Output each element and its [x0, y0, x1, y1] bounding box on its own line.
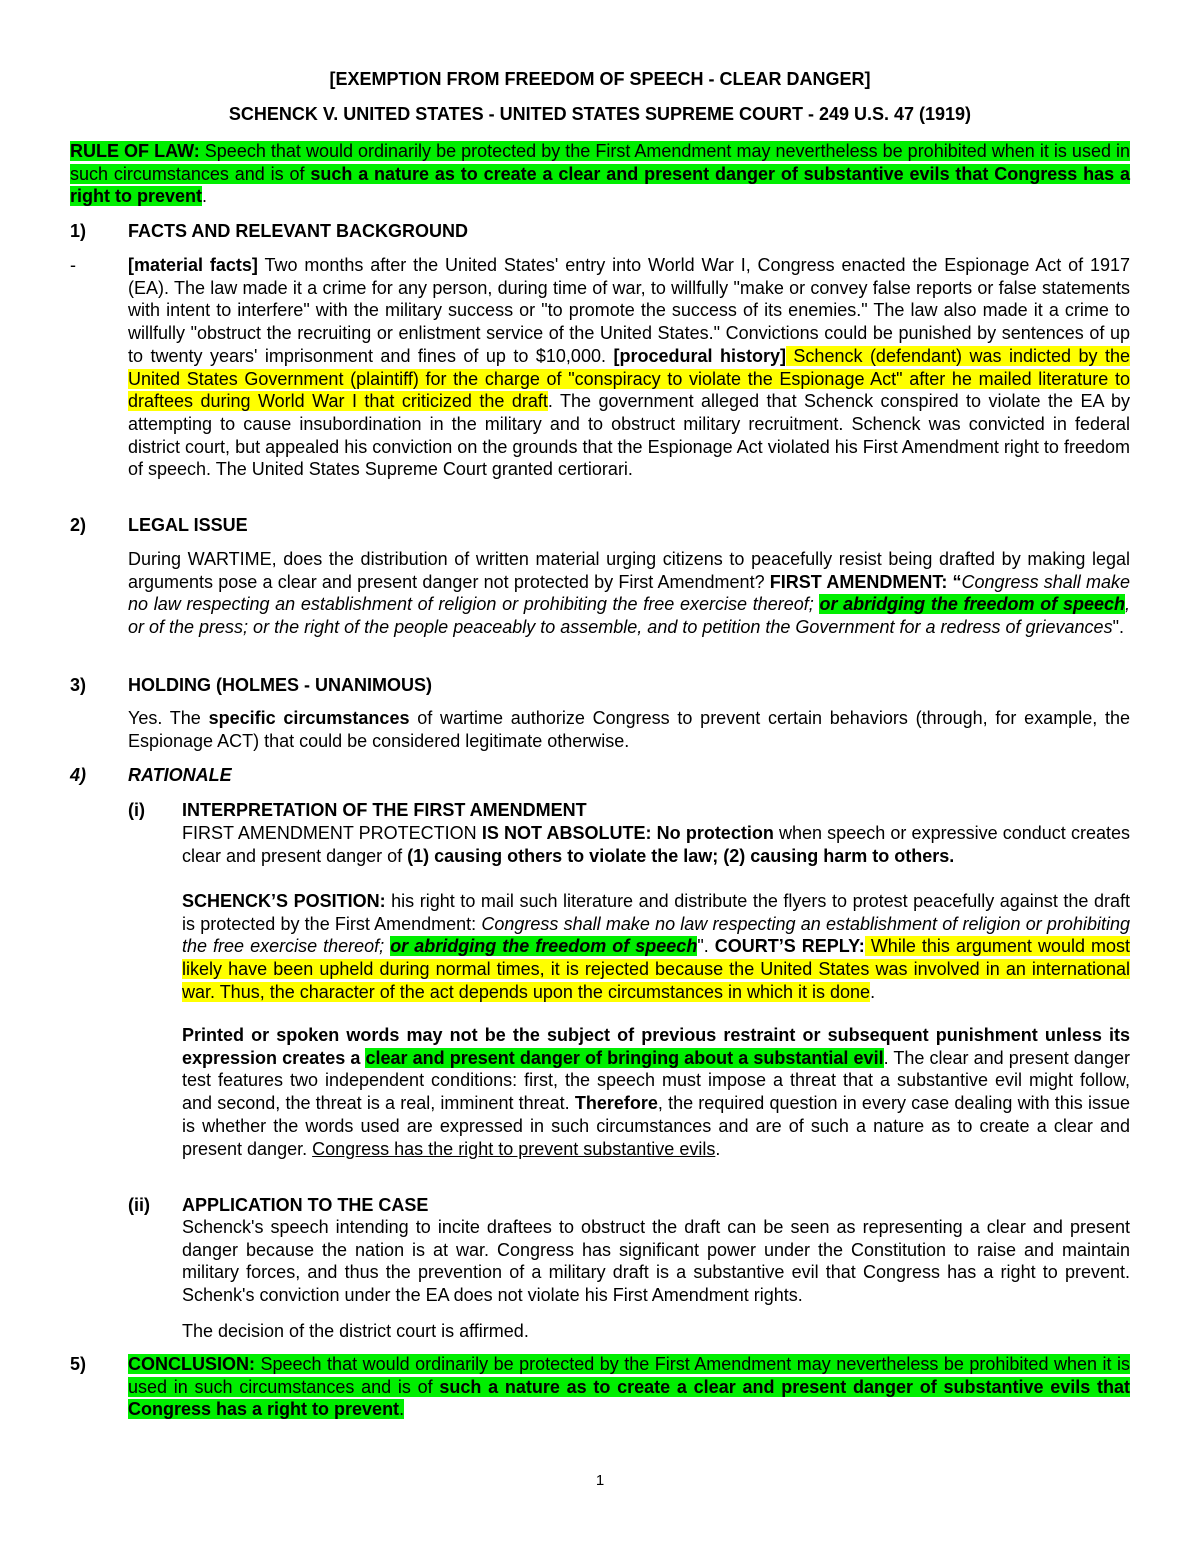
list-dash: - — [70, 255, 76, 275]
application-paragraph: Schenck's speech intending to incite draftees to obstruct the draft can be seen as representing a clear and present danger because the nation is at war. Congress has significant power under the Constitution to raise and maintain military forces, and thus the prevention of a military draft is a substantive evil that Congress has a right to prevent. Schenk's conviction under the EA does not violate his First Amendment rights. — [182, 1217, 1130, 1306]
rule-label: RULE OF LAW: — [70, 141, 200, 161]
case-citation: SCHENCK V. UNITED STATES - UNITED STATES SUPREME COURT - 249 U.S. 47 (1919) — [228, 104, 972, 124]
schenck-position-paragraph: SCHENCK’S POSITION: his right to mail such literature and distribute the flyers to protest peacefully against the draft is protected by the First Amendment: Congress shall make no law respecting an establishment of religion or prohibiting the free exercise thereof; or abridging the freedom of speech". COURT’S REPLY: While this argument would most likely have been upheld during normal times, it is rejected because the United States was involved in an international war. Thus, the character of the act depends upon the circumstances in which it is done. — [182, 891, 1130, 1002]
doc-title: [EXEMPTION FROM FREEDOM OF SPEECH - CLEAR DANGER] — [329, 69, 871, 89]
rule-of-law: RULE OF LAW: Speech that would ordinarily be protected by the First Amendment may nevertheless be prohibited when it is used in such circumstances and is of such a nature as to create a clear and present danger of substantive evils that Congress has a right to prevent. — [70, 141, 1131, 207]
holding-paragraph: Yes. The specific circumstances of wartime authorize Congress to prevent certain behaviors (through, for example, the Espionage ACT) that could be considered legitimate otherwise. — [128, 708, 1130, 751]
facts-paragraph: [material facts] Two months after the United States' entry into World War I, Congress enacted the Espionage Act of 1917 (EA). The law made it a crime for any person, during time of war, to willfully "make or convey false reports or false statements with intent to interfere" with the military success or "to promote the success of its enemies." The law also made it a crime to willfully "obstruct the recruiting or enlistment service of the United States." Convictions could be punished by sentences of up to twenty years' imprisonment and fines of up to $10,000. [procedural history] Schenck (defendant) was indicted by the United States Government (plaintiff) for the charge of "conspiracy to violate the Espionage Act" after he mailed literature to draftees during World War I that criticized the draft. The government alleged that Schenck conspired to violate the EA by attempting to cause insubordination in the military and to obstruct military recruitment. Schenck was convicted in federal district court, but appealed his conviction on the grounds that the Espionage Act violated his First Amendment right to freedom of speech. The United States Supreme Court granted certiorari. — [128, 255, 1131, 480]
conclusion-paragraph: CONCLUSION: Speech that would ordinarily be protected by the First Amendment may nevertheless be prohibited when it is used in such circumstances and is of such a nature as to create a clear and present danger of substantive evils that Congress has a right to prevent. — [128, 1354, 1130, 1420]
interpretation-paragraph-1: FIRST AMENDMENT PROTECTION IS NOT ABSOLUTE: No protection when speech or expressive conduct creates clear and present danger of (1) causing others to violate the law; (2) causing harm to others. — [182, 823, 1130, 866]
decision-affirmed: The decision of the district court is affirmed. — [182, 1321, 529, 1341]
issue-paragraph: During WARTIME, does the distribution of written material urging citizens to peacefully resist being drafted by making legal arguments pose a clear and present danger not protected by First Amendment? FIRST AMENDMENT: “Congress shall make no law respecting an establishment of religion or prohibiting the free exercise thereof; or abridging the freedom of speech, or of the press; or the right of the people peaceably to assemble, and to petition the Government for a redress of grievances". — [128, 549, 1131, 638]
rule-text: Speech that would ordinarily be protected by the First Amendment may nevertheless be prohibited when it is used in such circumstances and is of — [70, 141, 1131, 184]
document-page: [EXEMPTION FROM FREEDOM OF SPEECH - CLEAR DANGER] SCHENCK V. UNITED STATES - UNITED STATES SUPREME COURT - 249 U.S. 47 (1919) RULE OF LAW: Speech that would ordinarily be protected by the First Amendment may nevertheless be prohibited when it is used in such circumstances and is of such a nature as to create a clear and present danger of substantive evils that Congress has a right to prevent. 1) FACTS AND RELEVANT BACKGROUND - [material facts] Two months after the United States' entry into World War I, Congress enacted the Espionage Act of 1917 (EA). The law made it a crime for any person, during time of war, to willfully "make or convey false reports or false statements with intent to interfere" with the military success or "to promote the success of its enemies." The law also made it a crime to willfully "obstruct the recruiting or enlistment service of the United States." Convictions could be punished by sentences of up to twenty years' imprisonment and fines of up to $10,000. [procedural history] Schenck (defendant) was indicted by the United States Government (plaintiff) for the charge of "conspiracy to violate the Espionage Act" after he mailed literature to draftees during World War I that criticized the draft. The government alleged that Schenck conspired to violate the EA by attempting to cause insubordination in the military and to obstruct military recruitment. Schenck was convicted in federal district court, but appealed his conviction on the grounds that the Espionage Act violated his First Amendment right to freedom of speech. The United States Supreme Court granted certiorari. 2) LEGAL ISSUE During WARTIME, does the distribution of written material urging citizens to peacefully resist being drafted by making legal arguments pose a clear and present danger not protected by First Amendment? FIRST AMENDMENT: “Congress shall make no law respecting an establishment of religion or prohibiting the free exercise thereof; or abridging the freedom of speech, or of the press; or the right of the people peaceably to assemble, and to petition the Government for a redress of grievances". 3) HOLDING (HOLMES - UNANIMOUS) Yes. The specific circumstances of wartime authorize Congress to prevent certain behaviors (through, for example, the Espionage ACT) that could be considered legitimate otherwise. 4) RATIONALE (i) INTERPRETATION OF THE FIRST AMENDMENT FIRST AMENDMENT PROTECTION IS NOT ABSOLUTE: No protection when speech or expressive conduct creates clear and present danger of (1) causing others to violate the law; (2) causing harm to others. SCHENCK’S POSITION: his right to mail such literature and distribute the flyers to protest peacefully against the draft is protected by the First Amendment: Congress shall make no law respecting an establishment of religion or prohibiting the free exercise thereof; or abridging the freedom of speech". COURT’S REPLY: While this argument would most likely have been upheld during normal times, it is rejected because the United States was involved in an international war. Thus, the character of the act depends upon the circumstances in which it is done. Printed or spoken words may not be the subject of previous restraint or subsequent punishment unless its expression creates a clear and present danger of bringing about a substantial evil. The clear and present danger test features two independent conditions: first, the speech must impose a threat that a substantive evil might follow, and second, the threat is a real, imminent threat. Therefore, the required question in every case dealing with this issue is whether the words used are expressed in such circumstances and are of such a nature as to create a clear and present danger. Congress has the right to prevent substantive evils. (ii) APPLICATION TO THE CASE Schenck's speech intending to incite draftees to obstruct the draft can be seen as representing a clear and present danger because the nation is at war. Congress has significant power under the Constitution to raise and maintain military forces, and thus the prevention of a military draft is a substantive evil that Congress has a right to prevent. Schenk's conviction under the EA does not violate his First Amendment rights. The decision of the district court is affirmed. 5) CONCLUSION: Speech that would ordinarily be protected by the First Amendment may nevertheless be prohibited when it is used in such circumstances and is of such a nature as to create a clear and present danger of substantive evils that Congress has a right to prevent. 1 — [0, 0, 1200, 1553]
page-number: 1 — [595, 1472, 605, 1489]
rule-bold: such a nature as to create a clear and present danger of substantive evils that Congress has a right to prevent — [70, 163, 1131, 207]
clear-present-danger-paragraph: Printed or spoken words may not be the subject of previous restraint or subsequent punishment unless its expression creates a clear and present danger of bringing about a substantial evil. The clear and present danger test features two independent conditions: first, the speech must impose a threat that a substantive evil might follow, and second, the threat is a real, imminent threat. Therefore, the required question in every case dealing with this issue is whether the words used are expressed in such circumstances and are of such a nature as to create a clear and present danger. Congress has the right to prevent substantive evils. — [182, 1025, 1130, 1159]
